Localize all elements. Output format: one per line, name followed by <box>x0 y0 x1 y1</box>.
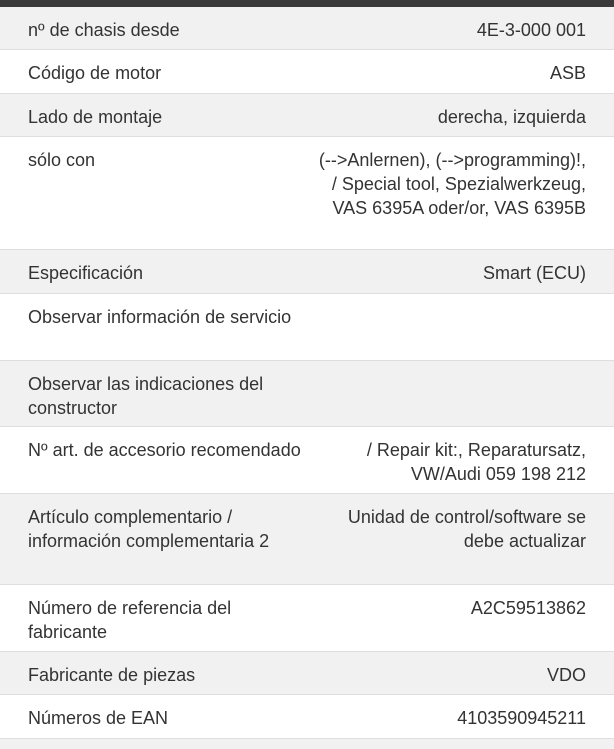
row-value: 4103590945211 <box>457 708 586 728</box>
row-service-info <box>0 294 614 361</box>
row-label: Especificación <box>28 263 144 283</box>
row-label: Código de motor <box>28 63 162 83</box>
partial-next-row <box>0 739 614 749</box>
row-value: derecha, izquierda <box>437 107 586 127</box>
row-manufacturer-reference <box>0 585 614 652</box>
row-label: Números de EAN <box>28 708 169 728</box>
row-manufacturer-notes <box>0 361 614 427</box>
row-only-with <box>0 137 614 250</box>
top-bar <box>0 0 614 7</box>
row-value: 4E-3-000 001 <box>476 20 586 40</box>
row-value: Unidad de control/software se debe actualizar <box>347 507 586 551</box>
row-engine-code <box>0 50 614 94</box>
row-label: Nº art. de accesorio recomendado <box>28 440 301 460</box>
row-label: Observar información de servicio <box>28 307 292 327</box>
row-ean-numbers <box>0 695 614 739</box>
row-label: Fabricante de piezas <box>28 665 196 685</box>
row-value: / Repair kit:, Reparatursatz, VW/Audi 059 198 212 <box>366 440 586 484</box>
row-label: Lado de montaje <box>28 107 163 127</box>
specification-table <box>0 7 614 749</box>
row-chassis-from <box>0 7 614 50</box>
row-recommended-accessory <box>0 427 614 494</box>
row-label: Número de referencia del fabricante <box>28 598 232 642</box>
row-specification <box>0 250 614 294</box>
row-mounting-side <box>0 94 614 137</box>
row-value: Smart (ECU) <box>483 263 586 283</box>
row-label: nº de chasis desde <box>28 20 180 40</box>
row-label: Observar las indicaciones del constructor <box>28 374 264 418</box>
row-label: Artículo complementario / información complementaria 2 <box>28 507 270 551</box>
row-label: sólo con <box>28 150 96 170</box>
row-parts-manufacturer <box>0 652 614 695</box>
row-value: ASB <box>549 63 586 83</box>
row-complementary-info <box>0 494 614 585</box>
row-value: (-->Anlernen), (-->programming)!, / Special tool, Spezialwerkzeug, VAS 6395A oder/or, VAS 6395B <box>318 150 586 218</box>
row-value: VDO <box>546 665 586 685</box>
row-value: A2C59513862 <box>470 598 586 618</box>
